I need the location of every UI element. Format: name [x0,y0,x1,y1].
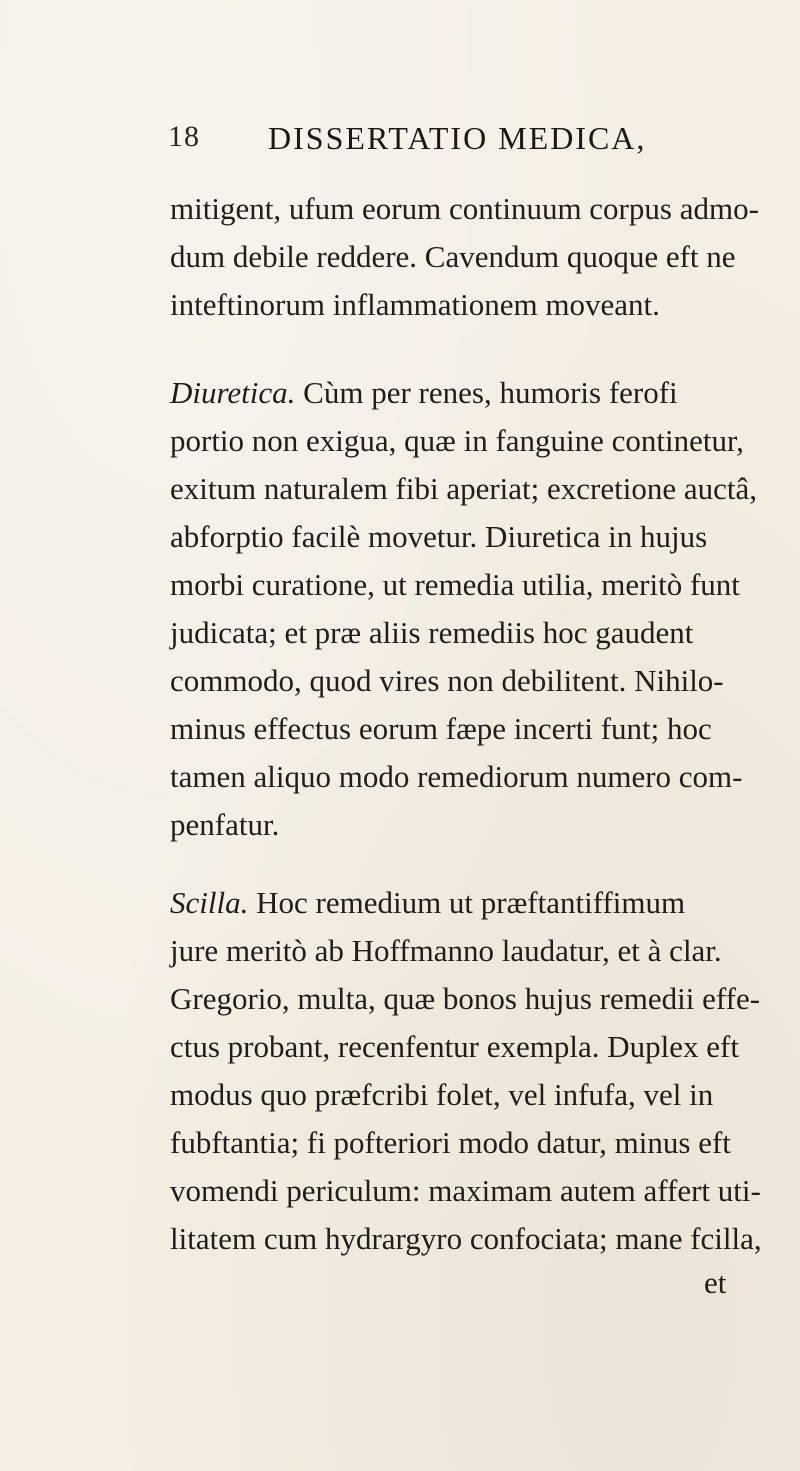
section-lead-diuretica: Diuretica. [170,375,296,410]
page-number: 18 [168,120,200,153]
paragraph-first-line [170,372,678,414]
text-line: litatem cum hydrargyro confociata; mane fcilla, [170,1221,762,1256]
running-title: DISSERTATIO MEDICA, [268,120,647,156]
text-line: dum debile reddere. Cavendum quoque eft ne [170,239,736,274]
section-lead-scilla: Scilla. [170,885,249,920]
text-line: commodo, quod vires non debilitent. Nihilo- [170,663,724,698]
text-line: vomendi periculum: maximam autem affert uti- [170,1173,761,1208]
text-span: Hoc remedium ut præftantiffimum [256,885,686,920]
text-line: ctus probant, recenfentur exempla. Duplex eft [170,1029,739,1064]
text-line: exitum naturalem fibi aperiat; excretione auctâ, [170,471,758,506]
text-line: morbi curatione, ut remedia utilia, meritò funt [170,567,740,602]
catchword: et [704,1265,727,1300]
text-line: fubftantia; fi pofteriori modo datur, minus eft [170,1125,731,1160]
text-line: penfatur. [170,807,280,842]
text-line: minus effectus eorum fæpe incerti funt; hoc [170,711,712,746]
text-line: portio non exigua, quæ in fanguine continetur, [170,423,744,458]
paragraph-first-line [170,882,685,924]
text-line: jure meritò ab Hoffmanno laudatur, et à clar. [170,933,722,968]
text-line: modus quo præfcribi folet, vel infufa, vel in [170,1077,714,1112]
text-line: mitigent, ufum eorum continuum corpus admo- [170,191,759,226]
text-line: abforptio facilè movetur. Diuretica in hujus [170,519,708,554]
text-line: Gregorio, multa, quæ bonos hujus remedii effe- [170,981,761,1016]
text-line: judicata; et præ aliis remediis hoc gaudent [170,615,694,650]
page-header [168,120,728,170]
text-line: tamen aliquo modo remediorum numero com- [170,759,743,794]
text-span: Cùm per renes, humoris ferofi [303,375,678,410]
text-line: inteftinorum inflammationem moveant. [170,287,660,322]
